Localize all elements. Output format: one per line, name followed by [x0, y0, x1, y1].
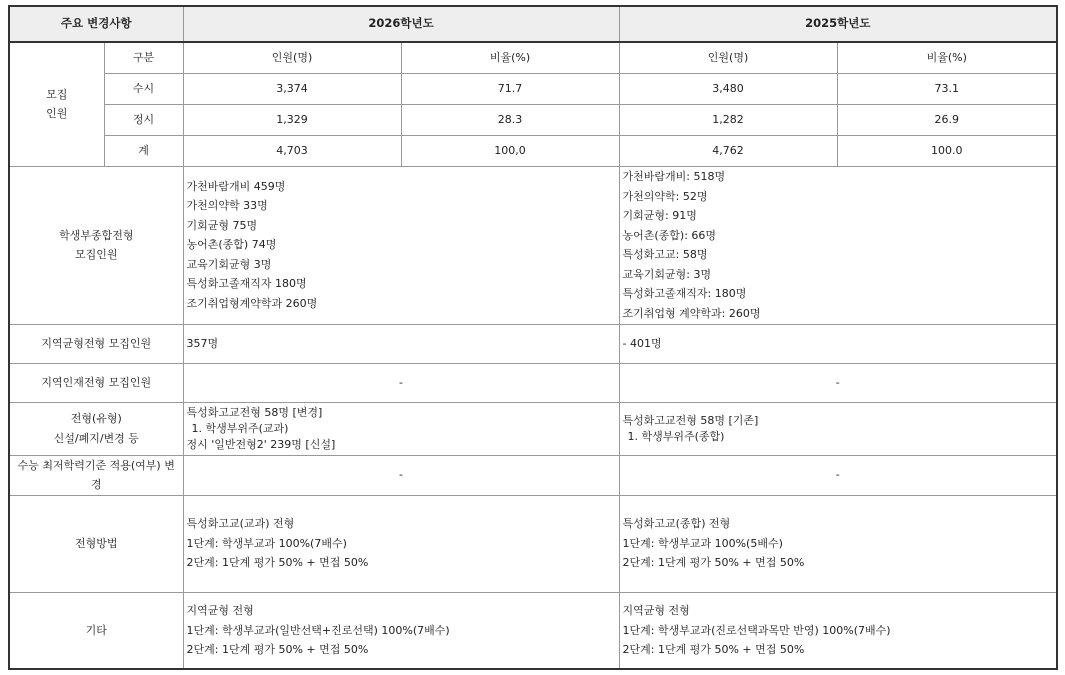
etc-label: 기타: [9, 592, 183, 669]
list-item: 정시 '일반전형2' 239명 [신설]: [186, 437, 336, 451]
csat-2026: -: [183, 455, 619, 495]
list-item: 특성화고교전형 58명 [변경]: [186, 405, 323, 419]
recruit-ratio-2026: 28.3: [401, 104, 619, 135]
list-item: 특성화고교: 58명: [622, 248, 708, 261]
recruit-row-jeongsi: [9, 104, 1057, 135]
regional-talent-label: 지역인재전형 모집인원: [9, 363, 183, 402]
list-item: 특성화고교(교과) 전형: [186, 517, 295, 531]
list-item: 1. 학생부위주(교과): [191, 421, 289, 435]
subheader-count-2025: 인원(명): [619, 42, 837, 73]
subheader-ratio-2026: 비율(%): [401, 42, 619, 73]
comprehensive-row: [9, 166, 1057, 324]
subheader-ratio-2025: 비율(%): [837, 42, 1057, 73]
list-item: 농어촌(종합): 66명: [622, 228, 717, 242]
list-item: 지역균형 전형: [622, 604, 690, 617]
list-item: 교육기회균형: 3명: [622, 267, 712, 281]
subheader-category: 구분: [104, 42, 183, 73]
regional-balance-label: 지역균형전형 모집인원: [9, 324, 183, 363]
recruit-count-2025: 3,480: [619, 73, 837, 104]
recruit-ratio-2025: 100.0: [837, 135, 1057, 166]
list-item: 1단계: 학생부교과 100%(5배수): [622, 536, 783, 550]
list-item: 기회균형 75명: [186, 218, 258, 232]
etc-row: [9, 592, 1057, 669]
list-item: 특성화고교전형 58명 [기존]: [622, 413, 759, 427]
recruit-ratio-2025: 73.1: [837, 73, 1057, 104]
method-2025: [619, 495, 1057, 592]
regional-talent-row: [9, 363, 1057, 402]
comprehensive-label-line1: 학생부종합전형: [59, 228, 134, 242]
header-2026: 2026학년도: [183, 6, 619, 42]
list-item: 1. 학생부위주(종합): [627, 429, 725, 443]
list-item: 2단계: 1단계 평가 50% + 면접 50%: [186, 643, 369, 656]
list-item: 2단계: 1단계 평가 50% + 면접 50%: [622, 556, 805, 570]
header-key-changes: 주요 변경사항: [9, 6, 183, 42]
list-item: 특성화고교(종합) 전형: [622, 517, 731, 531]
list-item: 기회균형: 91명: [622, 209, 697, 222]
type-changes-label: [9, 402, 183, 455]
method-label: 전형방법: [9, 495, 183, 592]
list-item: 지역균형 전형: [186, 604, 254, 617]
regional-talent-2025: -: [619, 363, 1057, 402]
admission-changes-table: [8, 5, 1058, 670]
list-item: 가천바람개비 459명: [186, 179, 286, 193]
regional-balance-2026: 357명: [183, 324, 619, 363]
comprehensive-2025: [619, 166, 1057, 324]
list-item: 2단계: 1단계 평가 50% + 면접 50%: [622, 643, 805, 656]
type-changes-2025: [619, 402, 1057, 455]
recruit-count-2026: 4,703: [183, 135, 401, 166]
method-2026: [183, 495, 619, 592]
list-item: 농어촌(종합) 74명: [186, 238, 277, 252]
type-changes-2026: [183, 402, 619, 455]
method-row: [9, 495, 1057, 592]
regional-balance-2025: - 401명: [619, 324, 1057, 363]
comprehensive-2026: [183, 166, 619, 324]
regional-balance-row: [9, 324, 1057, 363]
regional-talent-2026: -: [183, 363, 619, 402]
recruit-label-line1: 모집: [46, 87, 68, 101]
recruit-row-susi: [9, 73, 1057, 104]
recruit-row-name: 수시: [104, 73, 183, 104]
list-item: 1단계: 학생부교과(일반선택+진로선택) 100%(7배수): [186, 623, 450, 637]
list-item: 조기취업형계약학과 260명: [186, 296, 318, 310]
type-changes-label-line2: 신설/폐지/변경 등: [53, 431, 139, 445]
list-item: 특성화고졸재직자 180명: [186, 277, 307, 291]
list-item: 가천의약학: 52명: [622, 189, 708, 203]
recruit-count-2026: 1,329: [183, 104, 401, 135]
header-row: [9, 6, 1057, 42]
subheader-count-2026: 인원(명): [183, 42, 401, 73]
list-item: 1단계: 학생부교과 100%(7배수): [186, 536, 347, 550]
recruit-subheader-row: [9, 42, 1057, 73]
list-item: 1단계: 학생부교과(진로선택과목만 반영) 100%(7배수): [622, 623, 891, 637]
list-item: 조기취업형 계약학과: 260명: [622, 306, 761, 320]
type-changes-label-line1: 전형(유형): [70, 412, 122, 425]
type-changes-row: [9, 402, 1057, 455]
etc-2026: [183, 592, 619, 669]
list-item: 가천의약학 33명: [186, 199, 268, 213]
comprehensive-label: [9, 166, 183, 324]
header-2025: 2025학년도: [619, 6, 1057, 42]
recruit-label-line2: 인원: [46, 107, 68, 121]
recruit-ratio-2026: 71.7: [401, 73, 619, 104]
comprehensive-label-line2: 모집인원: [75, 248, 118, 261]
list-item: 가천바람개비: 518명: [622, 170, 726, 183]
list-item: 교육기회균형 3명: [186, 257, 272, 271]
csat-label: 수능 최저학력기준 적용(여부) 변경: [9, 455, 183, 495]
recruit-ratio-2026: 100,0: [401, 135, 619, 166]
recruit-row-name: 정시: [104, 104, 183, 135]
recruit-row-name: 계: [104, 135, 183, 166]
recruit-row-total: [9, 135, 1057, 166]
csat-2025: -: [619, 455, 1057, 495]
recruit-ratio-2025: 26.9: [837, 104, 1057, 135]
etc-2025: [619, 592, 1057, 669]
recruit-label: [9, 42, 104, 166]
recruit-count-2025: 4,762: [619, 135, 837, 166]
list-item: 2단계: 1단계 평가 50% + 면접 50%: [186, 556, 369, 570]
recruit-count-2025: 1,282: [619, 104, 837, 135]
csat-row: [9, 455, 1057, 495]
list-item: 특성화고졸재직자: 180명: [622, 287, 747, 300]
recruit-count-2026: 3,374: [183, 73, 401, 104]
